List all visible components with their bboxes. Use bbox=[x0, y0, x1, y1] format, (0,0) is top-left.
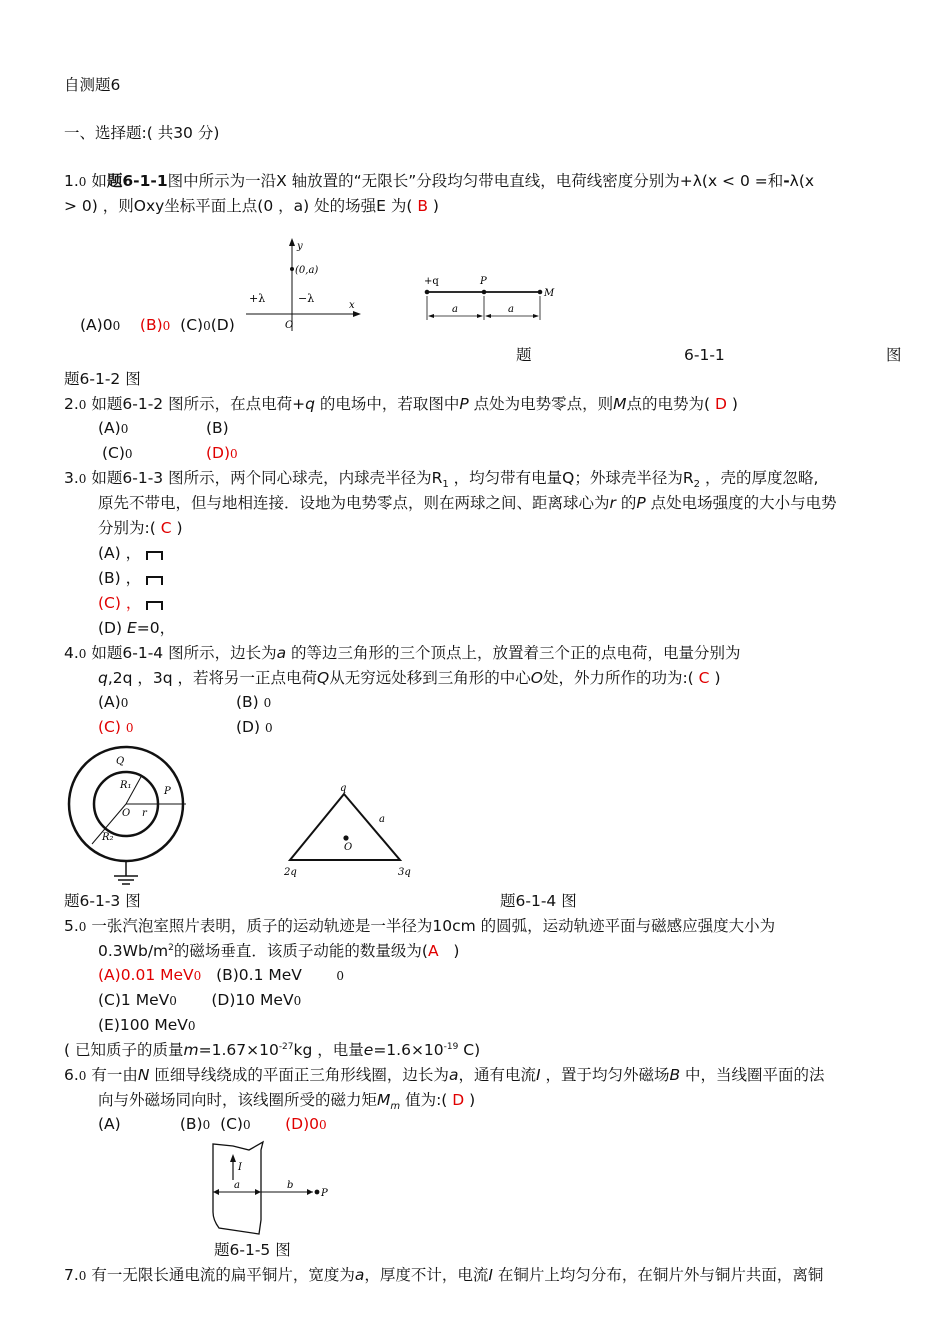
question-2-line-1: 2.0 如题6-1-2 图所示，在点电荷+q 的电场中，若取图中P 点处为电势零点，则M点的电势为( D ) bbox=[64, 395, 738, 413]
figure-6-1-2 bbox=[420, 270, 560, 326]
fig3-r-label: r bbox=[142, 808, 147, 819]
q4-option-a: (A)0 bbox=[98, 693, 129, 711]
fig4-o-label: O bbox=[344, 842, 353, 853]
q5-options-row-1: (A)0.01 MeV0 (B)0.1 MeV 0 bbox=[98, 966, 345, 984]
fig3-r2-label: R₂ bbox=[102, 832, 114, 843]
fig4-3q-label: 3q bbox=[398, 867, 411, 878]
figure-caption-part-1: 题 bbox=[516, 346, 532, 364]
question-3-line-2: 原先不带电，但与地相连接．设地为电势零点，则在两球之间、距离球心为r 的P 点处电场强度的大小与电势 bbox=[98, 494, 837, 512]
question-6-line-1: 6.0 有一由N 匝细导线绕成的平面正三角形线圈，边长为a，通有电流I ，置于均匀外磁场B 中，当线圈平面的法 bbox=[64, 1066, 825, 1084]
q3-option-a: (A) ， bbox=[98, 544, 163, 563]
q2-option-b: (B) bbox=[206, 419, 229, 437]
fig1-plus-lambda: +λ bbox=[249, 292, 266, 305]
figure-caption-part-2: 6-1-1 bbox=[684, 346, 725, 364]
q5-option-e: (E)100 MeV0 bbox=[98, 1016, 196, 1034]
fig3-p-label: P bbox=[164, 786, 171, 797]
fig1-minus-lambda: −λ bbox=[298, 292, 315, 305]
question-3-line-1: 3.0 如题6-1-3 图所示，两个同心球壳，内球壳半径为$R_1$ ，均匀带有电量Q；外球壳半径为$R_2$ ，壳的厚度忽略, bbox=[64, 469, 819, 491]
answer-q4: C bbox=[698, 669, 710, 687]
fig5-i-label: I bbox=[238, 1162, 242, 1173]
fig4-2q-label: 2q bbox=[284, 867, 297, 878]
figure-6-1-3 bbox=[64, 742, 194, 887]
question-3-line-3: 分别为:( C ) bbox=[98, 519, 183, 537]
answer-q1: B bbox=[417, 197, 428, 215]
question-1-line-1: 1.0 如题6-1-1图中所示为一沿X 轴放置的“无限长”分段均匀带电直线，电荷线密度分别为+λ(x < 0 =和-λ(x bbox=[64, 172, 815, 190]
fig1-origin-label: O bbox=[285, 320, 294, 331]
question-1-line-2: > 0) ，则Oxy坐标平面上点(0 ，a) 处的场强E 为( B ) bbox=[64, 197, 439, 215]
q4-option-c: (C) 0 bbox=[98, 718, 134, 736]
fig5-b-label: b bbox=[287, 1180, 294, 1191]
figure-6-1-5 bbox=[205, 1140, 335, 1238]
fig3-q-label: Q bbox=[116, 756, 125, 767]
fig3-o-label: O bbox=[122, 808, 131, 819]
question-4-line-2: q,2q ，3q ，若将另一正点电荷Q从无穷远处移到三角形的中心O处，外力所作的功为:( C ) bbox=[98, 669, 721, 687]
q3-option-d: (D) E=0， bbox=[98, 619, 176, 637]
fig2-charge-label: +q bbox=[424, 276, 439, 287]
figure-caption-6-1-4: 题6-1-4 图 bbox=[500, 892, 577, 910]
page-title: 自测题6 bbox=[64, 76, 121, 94]
q5-note: ( 已知质子的质量$m=1.67\times 10^{-27}kg$ ，电量$e=1.6\times 10^{-19}$ C) bbox=[64, 1041, 481, 1059]
q2-option-d: (D)0 bbox=[206, 444, 238, 462]
figure-caption-6-1-2: 题6-1-2 图 bbox=[64, 370, 141, 388]
figure-6-1-1 bbox=[246, 236, 364, 332]
fig2-a-label-2: a bbox=[508, 304, 514, 315]
question-7-line-1: 7.0 有一无限长通电流的扁平铜片，宽度为a，厚度不计，电流I 在铜片上均匀分布，在铜片外与铜片共面，离铜 bbox=[64, 1266, 824, 1284]
section-heading: 一、选择题:( 共30 分) bbox=[64, 124, 220, 142]
fig2-p-label: P bbox=[480, 276, 487, 287]
question-5-line-1: 5.0 一张汽泡室照片表明，质子的运动轨迹是一半径为10cm 的圆弧，运动轨迹平面与磁感应强度大小为 bbox=[64, 917, 776, 935]
q5-options-row-2: (C)1 MeV0 (D)10 MeV0 bbox=[98, 991, 302, 1009]
fig1-x-label: x bbox=[349, 300, 355, 311]
fig3-r1-label: R₁ bbox=[120, 780, 132, 791]
fig2-a-label-1: a bbox=[452, 304, 458, 315]
fig2-m-label: M bbox=[544, 288, 555, 299]
q2-option-c: (C)0 bbox=[102, 444, 133, 462]
fig4-q-label: q bbox=[340, 783, 347, 794]
answer-q6: D bbox=[452, 1091, 465, 1109]
question-1-options: (A)00 (B)0 (C)0(D) bbox=[80, 316, 235, 334]
fig1-point-label: (0,a) bbox=[295, 265, 319, 276]
figure-6-1-4 bbox=[280, 780, 420, 880]
fig5-p-label: P bbox=[321, 1188, 328, 1199]
fig5-a-label: a bbox=[234, 1180, 240, 1191]
figure-caption-6-1-5: 题6-1-5 图 bbox=[214, 1241, 291, 1259]
answer-q5: A bbox=[427, 942, 439, 960]
figure-caption-6-1-3: 题6-1-3 图 bbox=[64, 892, 141, 910]
question-6-line-2: 向与外磁场同向时，该线圈所受的磁力矩$M_m$ 值为:( D ) bbox=[98, 1091, 476, 1113]
answer-q3: C bbox=[160, 519, 172, 537]
q2-option-a: (A)0 bbox=[98, 419, 129, 437]
q3-option-b: (B) ， bbox=[98, 569, 163, 588]
q4-option-b: (B) 0 bbox=[236, 693, 272, 711]
question-5-line-2: $0.3Wb/m^2$的磁场垂直．该质子动能的数量级为(A ) bbox=[98, 942, 460, 960]
figure-caption-part-3: 图 bbox=[886, 346, 902, 364]
q3-option-c: (C) ， bbox=[98, 594, 163, 613]
fig1-y-label: y bbox=[297, 241, 303, 252]
question-4-line-1: 4.0 如题6-1-4 图所示，边长为a 的等边三角形的三个顶点上，放置着三个正的点电荷，电量分别为 bbox=[64, 644, 741, 662]
fig4-a-label: a bbox=[379, 814, 385, 825]
q6-options: (A) (B)0 (C)0 (D)00 bbox=[98, 1115, 327, 1133]
q4-option-d: (D) 0 bbox=[236, 718, 273, 736]
answer-q2: D bbox=[715, 395, 727, 413]
